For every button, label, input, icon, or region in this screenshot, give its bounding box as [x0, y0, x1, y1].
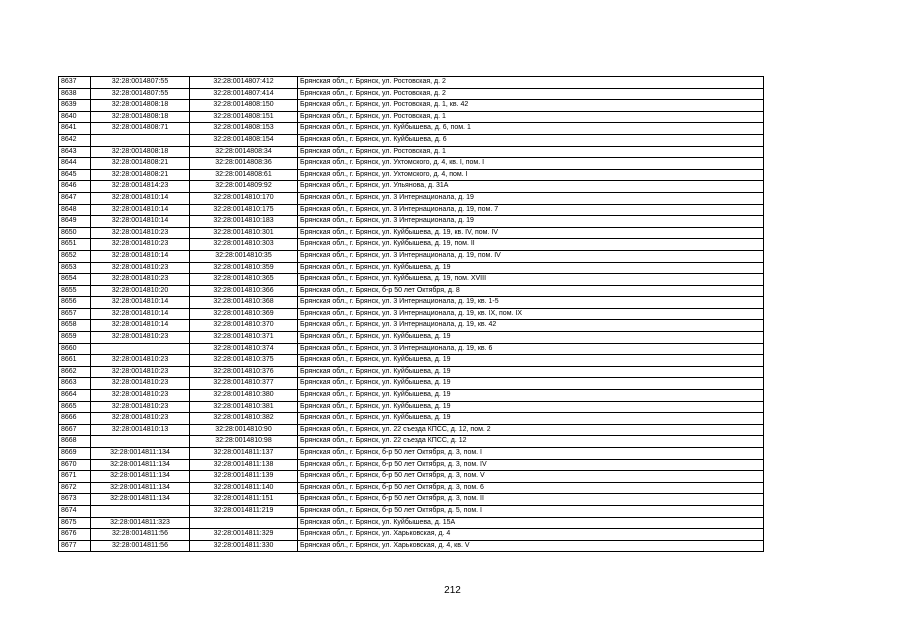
row-number-cell: 8650: [59, 227, 91, 239]
parcel-cadastral-cell: 32:28:0014808:21: [91, 169, 190, 181]
object-cadastral-cell: 32:28:0014811:219: [190, 505, 298, 517]
object-cadastral-cell: 32:28:0014810:374: [190, 343, 298, 355]
table-row: [59, 413, 764, 425]
address-cell: Брянская обл., г. Брянск, ул. Куйбышева, д. 19: [298, 390, 764, 402]
row-number-cell: 8662: [59, 366, 91, 378]
row-number-cell: 8642: [59, 134, 91, 146]
parcel-cadastral-cell: 32:28:0014810:23: [91, 227, 190, 239]
table-row: [59, 297, 764, 309]
address-cell: Брянская обл., г. Брянск, б-р 50 лет Октября, д. 3, пом. I: [298, 448, 764, 460]
object-cadastral-cell: 32:28:0014810:365: [190, 274, 298, 286]
address-cell: Брянская обл., г. Брянск, ул. Куйбышева, д. 19, кв. IV, пом. IV: [298, 227, 764, 239]
parcel-cadastral-cell: 32:28:0014814:23: [91, 181, 190, 193]
address-cell: Брянская обл., г. Брянск, б-р 50 лет Октября, д. 3, пом. V: [298, 471, 764, 483]
row-number-cell: 8651: [59, 239, 91, 251]
row-number-cell: 8656: [59, 297, 91, 309]
row-number-cell: 8674: [59, 505, 91, 517]
address-cell: Брянская обл., г. Брянск, б-р 50 лет Октября, д. 3, пом. II: [298, 494, 764, 506]
row-number-cell: 8671: [59, 471, 91, 483]
object-cadastral-cell: 32:28:0014811:139: [190, 471, 298, 483]
address-cell: Брянская обл., г. Брянск, ул. Куйбышева, д. 19: [298, 332, 764, 344]
object-cadastral-cell: 32:28:0014810:359: [190, 262, 298, 274]
parcel-cadastral-cell: 32:28:0014810:14: [91, 192, 190, 204]
object-cadastral-cell: 32:28:0014810:90: [190, 424, 298, 436]
parcel-cadastral-cell: 32:28:0014807:55: [91, 88, 190, 100]
row-number-cell: 8665: [59, 401, 91, 413]
object-cadastral-cell: 32:28:0014810:35: [190, 250, 298, 262]
row-number-cell: 8638: [59, 88, 91, 100]
parcel-cadastral-cell: [91, 505, 190, 517]
object-cadastral-cell: 32:28:0014808:151: [190, 111, 298, 123]
parcel-cadastral-cell: 32:28:0014811:323: [91, 517, 190, 529]
row-number-cell: 8668: [59, 436, 91, 448]
address-cell: Брянская обл., г. Брянск, ул. Ростовская, д. 1: [298, 111, 764, 123]
object-cadastral-cell: 32:28:0014810:183: [190, 216, 298, 228]
object-cadastral-cell: 32:28:0014808:154: [190, 134, 298, 146]
object-cadastral-cell: 32:28:0014808:150: [190, 100, 298, 112]
row-number-cell: 8663: [59, 378, 91, 390]
row-number-cell: 8639: [59, 100, 91, 112]
row-number-cell: 8647: [59, 192, 91, 204]
parcel-cadastral-cell: 32:28:0014811:134: [91, 459, 190, 471]
parcel-cadastral-cell: 32:28:0014811:134: [91, 471, 190, 483]
object-cadastral-cell: 32:28:0014811:329: [190, 529, 298, 541]
row-number-cell: 8637: [59, 77, 91, 89]
address-cell: Брянская обл., г. Брянск, б-р 50 лет Октября, д. 8: [298, 285, 764, 297]
address-cell: Брянская обл., г. Брянск, б-р 50 лет Октября, д. 3, пом. IV: [298, 459, 764, 471]
row-number-cell: 8673: [59, 494, 91, 506]
page-number: 212: [444, 585, 461, 596]
row-number-cell: 8649: [59, 216, 91, 228]
parcel-cadastral-cell: 32:28:0014810:23: [91, 366, 190, 378]
object-cadastral-cell: 32:28:0014809:92: [190, 181, 298, 193]
table-row: [59, 123, 764, 135]
address-cell: Брянская обл., г. Брянск, ул. 3 Интернационала, д. 19, пом. 7: [298, 204, 764, 216]
address-cell: Брянская обл., г. Брянск, ул. Куйбышева, д. 19: [298, 355, 764, 367]
address-cell: Брянская обл., г. Брянск, ул. 3 Интернационала, д. 19, пом. IV: [298, 250, 764, 262]
table-row: [59, 262, 764, 274]
parcel-cadastral-cell: 32:28:0014808:18: [91, 111, 190, 123]
table-row: [59, 192, 764, 204]
table-row: [59, 459, 764, 471]
table-row: [59, 308, 764, 320]
table-row: [59, 320, 764, 332]
row-number-cell: 8669: [59, 448, 91, 460]
table-row: [59, 482, 764, 494]
parcel-cadastral-cell: 32:28:0014810:14: [91, 250, 190, 262]
address-cell: Брянская обл., г. Брянск, ул. Куйбышева, д. 19: [298, 401, 764, 413]
table-row: [59, 146, 764, 158]
table-row: [59, 227, 764, 239]
row-number-cell: 8643: [59, 146, 91, 158]
address-cell: Брянская обл., г. Брянск, ул. 3 Интернационала, д. 19, кв. 6: [298, 343, 764, 355]
parcel-cadastral-cell: 32:28:0014810:23: [91, 262, 190, 274]
parcel-cadastral-cell: 32:28:0014810:23: [91, 239, 190, 251]
address-cell: Брянская обл., г. Брянск, ул. Куйбышева, д. 6: [298, 134, 764, 146]
table-row: [59, 494, 764, 506]
parcel-cadastral-cell: 32:28:0014810:23: [91, 332, 190, 344]
row-number-cell: 8676: [59, 529, 91, 541]
address-cell: Брянская обл., г. Брянск, ул. Куйбышева, д. 19: [298, 262, 764, 274]
address-cell: Брянская обл., г. Брянск, ул. Куйбышева, д. 19, пом. II: [298, 239, 764, 251]
parcel-cadastral-cell: 32:28:0014811:56: [91, 540, 190, 552]
table-row: [59, 239, 764, 251]
address-cell: Брянская обл., г. Брянск, ул. Куйбышева, д. 19, пом. XVIII: [298, 274, 764, 286]
table-row: [59, 529, 764, 541]
object-cadastral-cell: 32:28:0014811:151: [190, 494, 298, 506]
object-cadastral-cell: 32:28:0014810:382: [190, 413, 298, 425]
table-row: [59, 517, 764, 529]
row-number-cell: 8657: [59, 308, 91, 320]
table-row: [59, 343, 764, 355]
table-row: [59, 471, 764, 483]
parcel-cadastral-cell: 32:28:0014810:20: [91, 285, 190, 297]
row-number-cell: 8648: [59, 204, 91, 216]
address-cell: Брянская обл., г. Брянск, ул. 22 съезда КПСС, д. 12: [298, 436, 764, 448]
table-row: [59, 285, 764, 297]
address-cell: Брянская обл., г. Брянск, ул. Харьковская, д. 4: [298, 529, 764, 541]
address-cell: Брянская обл., г. Брянск, ул. Ульянова, д. 31А: [298, 181, 764, 193]
parcel-cadastral-cell: 32:28:0014810:23: [91, 355, 190, 367]
parcel-cadastral-cell: [91, 343, 190, 355]
table-row: [59, 100, 764, 112]
parcel-cadastral-cell: 32:28:0014810:14: [91, 204, 190, 216]
object-cadastral-cell: 32:28:0014810:381: [190, 401, 298, 413]
table-row: [59, 448, 764, 460]
address-cell: Брянская обл., г. Брянск, ул. 3 Интернационала, д. 19, кв. IX, пом. IX: [298, 308, 764, 320]
parcel-cadastral-cell: 32:28:0014811:56: [91, 529, 190, 541]
address-cell: Брянская обл., г. Брянск, ул. Ухтомского, д. 4, кв. I, пом. I: [298, 158, 764, 170]
parcel-cadastral-cell: 32:28:0014811:134: [91, 448, 190, 460]
table-row: [59, 366, 764, 378]
table-row: [59, 274, 764, 286]
object-cadastral-cell: [190, 517, 298, 529]
parcel-cadastral-cell: 32:28:0014811:134: [91, 494, 190, 506]
row-number-cell: 8658: [59, 320, 91, 332]
row-number-cell: 8640: [59, 111, 91, 123]
row-number-cell: 8653: [59, 262, 91, 274]
address-cell: Брянская обл., г. Брянск, б-р 50 лет Октября, д. 3, пом. 6: [298, 482, 764, 494]
row-number-cell: 8675: [59, 517, 91, 529]
table-row: [59, 332, 764, 344]
registry-table: [58, 76, 764, 552]
row-number-cell: 8667: [59, 424, 91, 436]
row-number-cell: 8641: [59, 123, 91, 135]
address-cell: Брянская обл., г. Брянск, ул. Харьковская, д. 4, кв. V: [298, 540, 764, 552]
row-number-cell: 8654: [59, 274, 91, 286]
object-cadastral-cell: 32:28:0014810:370: [190, 320, 298, 332]
row-number-cell: 8670: [59, 459, 91, 471]
row-number-cell: 8660: [59, 343, 91, 355]
object-cadastral-cell: 32:28:0014811:138: [190, 459, 298, 471]
address-cell: Брянская обл., г. Брянск, ул. Куйбышева, д. 19: [298, 366, 764, 378]
table-row: [59, 216, 764, 228]
address-cell: Брянская обл., г. Брянск, ул. 3 Интернационала, д. 19, кв. 1-5: [298, 297, 764, 309]
table-row: [59, 540, 764, 552]
parcel-cadastral-cell: 32:28:0014810:23: [91, 390, 190, 402]
object-cadastral-cell: 32:28:0014811:140: [190, 482, 298, 494]
address-cell: Брянская обл., г. Брянск, ул. Куйбышева, д. 19: [298, 413, 764, 425]
parcel-cadastral-cell: 32:28:0014808:18: [91, 100, 190, 112]
object-cadastral-cell: 32:28:0014808:36: [190, 158, 298, 170]
object-cadastral-cell: 32:28:0014807:412: [190, 77, 298, 89]
object-cadastral-cell: 32:28:0014810:303: [190, 239, 298, 251]
table-row: [59, 401, 764, 413]
row-number-cell: 8659: [59, 332, 91, 344]
parcel-cadastral-cell: 32:28:0014810:14: [91, 216, 190, 228]
address-cell: Брянская обл., г. Брянск, б-р 50 лет Октября, д. 5, пом. I: [298, 505, 764, 517]
parcel-cadastral-cell: 32:28:0014811:134: [91, 482, 190, 494]
address-cell: Брянская обл., г. Брянск, ул. 3 Интернационала, д. 19: [298, 192, 764, 204]
object-cadastral-cell: 32:28:0014810:376: [190, 366, 298, 378]
table-row: [59, 77, 764, 89]
table-row: [59, 158, 764, 170]
parcel-cadastral-cell: 32:28:0014810:23: [91, 413, 190, 425]
table-row: [59, 204, 764, 216]
address-cell: Брянская обл., г. Брянск, ул. Ростовская, д. 1, кв. 42: [298, 100, 764, 112]
object-cadastral-cell: 32:28:0014808:61: [190, 169, 298, 181]
object-cadastral-cell: 32:28:0014810:377: [190, 378, 298, 390]
table-row: [59, 436, 764, 448]
object-cadastral-cell: 32:28:0014808:153: [190, 123, 298, 135]
table-row: [59, 505, 764, 517]
parcel-cadastral-cell: 32:28:0014807:55: [91, 77, 190, 89]
row-number-cell: 8645: [59, 169, 91, 181]
address-cell: Брянская обл., г. Брянск, ул. Куйбышева, д. 15А: [298, 517, 764, 529]
parcel-cadastral-cell: 32:28:0014810:13: [91, 424, 190, 436]
table-row: [59, 390, 764, 402]
table-body: [59, 77, 764, 552]
parcel-cadastral-cell: 32:28:0014810:14: [91, 297, 190, 309]
row-number-cell: 8661: [59, 355, 91, 367]
object-cadastral-cell: 32:28:0014810:369: [190, 308, 298, 320]
object-cadastral-cell: 32:28:0014810:380: [190, 390, 298, 402]
table-row: [59, 250, 764, 262]
parcel-cadastral-cell: 32:28:0014810:23: [91, 378, 190, 390]
address-cell: Брянская обл., г. Брянск, ул. Ростовская, д. 2: [298, 88, 764, 100]
table-row: [59, 355, 764, 367]
object-cadastral-cell: 32:28:0014810:366: [190, 285, 298, 297]
row-number-cell: 8646: [59, 181, 91, 193]
parcel-cadastral-cell: [91, 436, 190, 448]
address-cell: Брянская обл., г. Брянск, ул. Ростовская, д. 2: [298, 77, 764, 89]
address-cell: Брянская обл., г. Брянск, ул. Куйбышева, д. 19: [298, 378, 764, 390]
object-cadastral-cell: 32:28:0014811:330: [190, 540, 298, 552]
parcel-cadastral-cell: [91, 134, 190, 146]
address-cell: Брянская обл., г. Брянск, ул. Ухтомского, д. 4, пом. I: [298, 169, 764, 181]
row-number-cell: 8652: [59, 250, 91, 262]
address-cell: Брянская обл., г. Брянск, ул. Ростовская, д. 1: [298, 146, 764, 158]
object-cadastral-cell: 32:28:0014810:170: [190, 192, 298, 204]
table-row: [59, 134, 764, 146]
object-cadastral-cell: 32:28:0014810:371: [190, 332, 298, 344]
row-number-cell: 8644: [59, 158, 91, 170]
address-cell: Брянская обл., г. Брянск, ул. 3 Интернационала, д. 19, кв. 42: [298, 320, 764, 332]
row-number-cell: 8664: [59, 390, 91, 402]
parcel-cadastral-cell: 32:28:0014810:23: [91, 274, 190, 286]
object-cadastral-cell: 32:28:0014807:414: [190, 88, 298, 100]
table-row: [59, 378, 764, 390]
row-number-cell: 8672: [59, 482, 91, 494]
object-cadastral-cell: 32:28:0014810:98: [190, 436, 298, 448]
object-cadastral-cell: 32:28:0014810:301: [190, 227, 298, 239]
table-row: [59, 88, 764, 100]
parcel-cadastral-cell: 32:28:0014810:14: [91, 320, 190, 332]
object-cadastral-cell: 32:28:0014810:368: [190, 297, 298, 309]
parcel-cadastral-cell: 32:28:0014810:14: [91, 308, 190, 320]
row-number-cell: 8655: [59, 285, 91, 297]
table-row: [59, 169, 764, 181]
object-cadastral-cell: 32:28:0014810:375: [190, 355, 298, 367]
row-number-cell: 8677: [59, 540, 91, 552]
address-cell: Брянская обл., г. Брянск, ул. 22 съезда КПСС, д. 12, пом. 2: [298, 424, 764, 436]
parcel-cadastral-cell: 32:28:0014810:23: [91, 401, 190, 413]
address-cell: Брянская обл., г. Брянск, ул. 3 Интернационала, д. 19: [298, 216, 764, 228]
object-cadastral-cell: 32:28:0014810:175: [190, 204, 298, 216]
row-number-cell: 8666: [59, 413, 91, 425]
table-row: [59, 111, 764, 123]
table-row: [59, 181, 764, 193]
object-cadastral-cell: 32:28:0014811:137: [190, 448, 298, 460]
address-cell: Брянская обл., г. Брянск, ул. Куйбышева, д. 6, пом. 1: [298, 123, 764, 135]
parcel-cadastral-cell: 32:28:0014808:18: [91, 146, 190, 158]
parcel-cadastral-cell: 32:28:0014808:21: [91, 158, 190, 170]
table-row: [59, 424, 764, 436]
parcel-cadastral-cell: 32:28:0014808:71: [91, 123, 190, 135]
object-cadastral-cell: 32:28:0014808:34: [190, 146, 298, 158]
